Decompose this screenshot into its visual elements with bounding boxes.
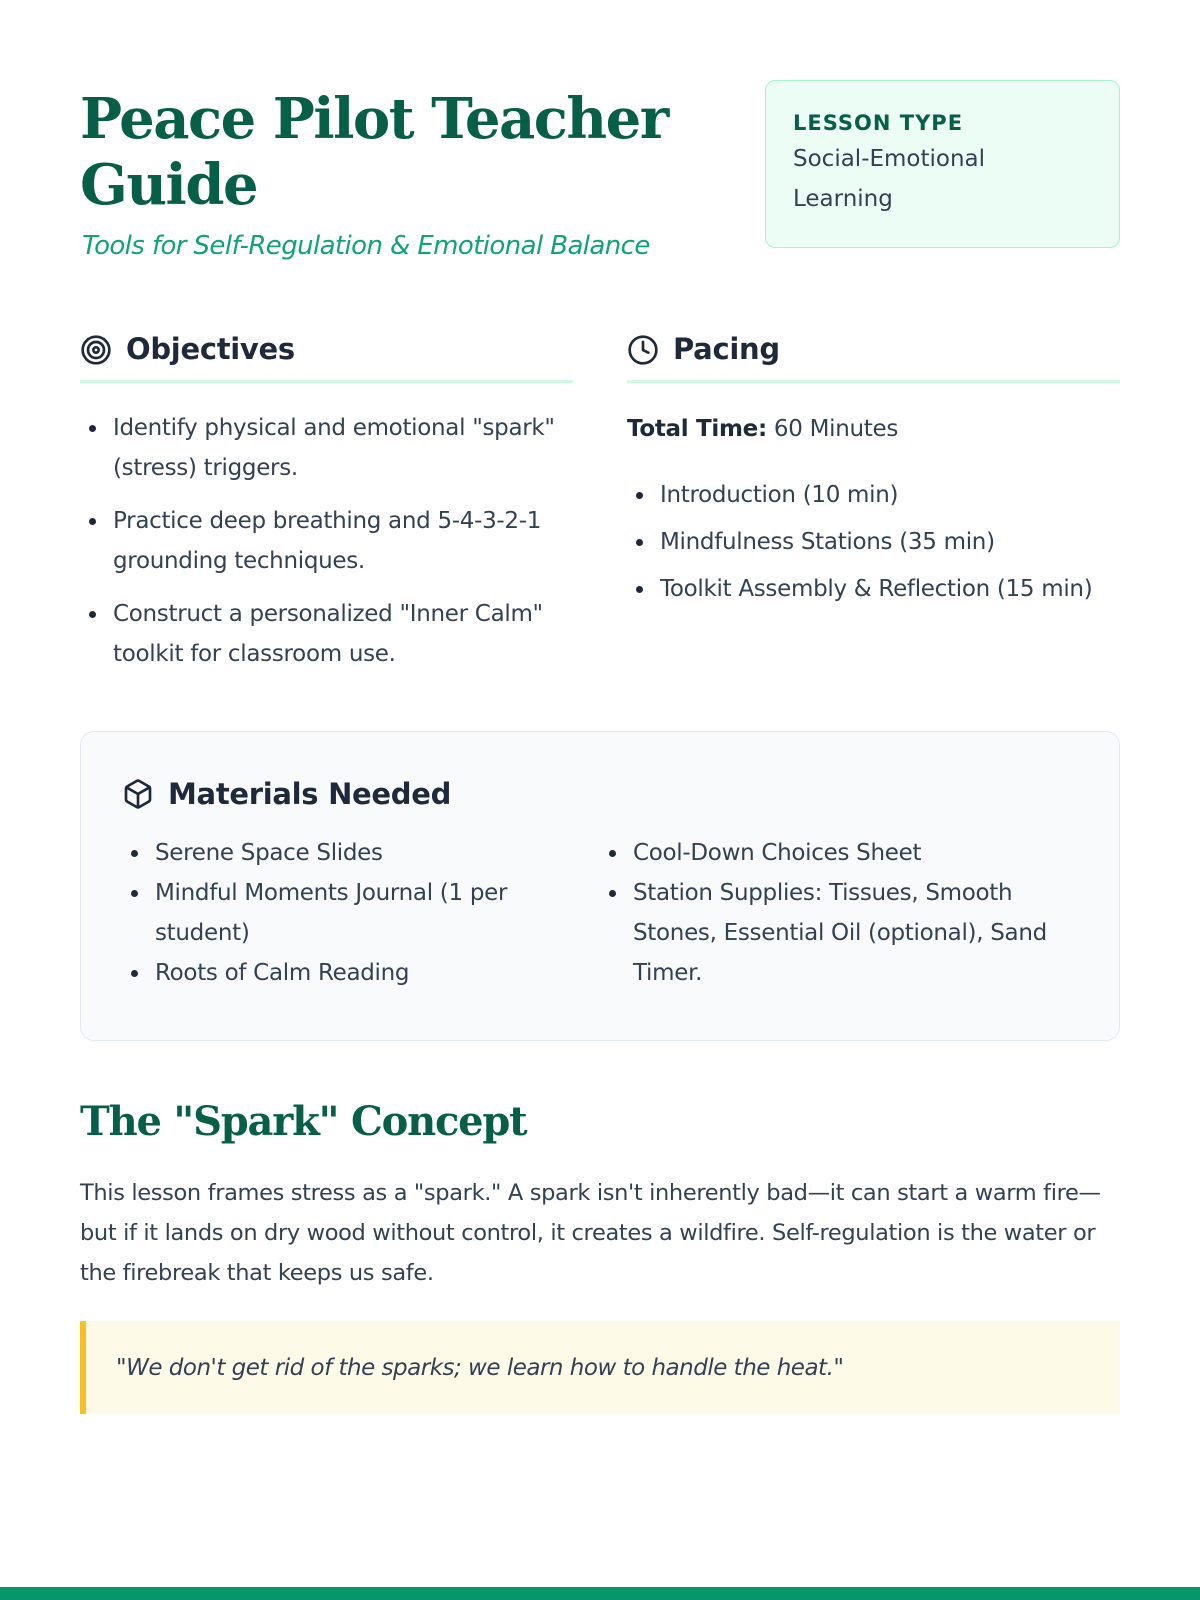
materials-title: Materials Needed: [168, 777, 452, 811]
objectives-section: [80, 330, 573, 687]
page-title: Peace Pilot Teacher Guide: [80, 86, 668, 218]
materials-card: [80, 731, 1120, 1041]
objective-item: Identify physical and emotional "spark" (stress) triggers.: [80, 408, 573, 488]
materials-columns: [122, 833, 1078, 993]
pacing-item: Introduction (10 min): [627, 475, 1120, 515]
pacing-list: [627, 475, 1120, 609]
pacing-item: Toolkit Assembly & Reflection (15 min): [627, 569, 1120, 609]
material-item: Mindful Moments Journal (1 per student): [122, 873, 600, 953]
footer-accent-bar: [0, 1587, 1200, 1600]
clock-icon: [627, 334, 659, 366]
materials-header: [122, 774, 1078, 814]
lesson-type-card: [765, 80, 1120, 248]
spark-concept-title: The "Spark" Concept: [80, 1098, 527, 1145]
pacing-title: Pacing: [673, 332, 780, 366]
objectives-list: [80, 408, 573, 674]
material-item: Cool-Down Choices Sheet: [600, 833, 1078, 873]
box-icon: [122, 778, 154, 810]
page-subtitle: Tools for Self-Regulation & Emotional Balance: [82, 231, 650, 261]
materials-list-right: [600, 833, 1078, 993]
pacing-header: [627, 330, 1120, 383]
material-item: Serene Space Slides: [122, 833, 600, 873]
spark-quote: [80, 1321, 1120, 1414]
lesson-type-label: LESSON TYPE: [793, 111, 964, 135]
objectives-header: [80, 330, 573, 383]
pacing-item: Mindfulness Stations (35 min): [627, 522, 1120, 562]
objectives-title: Objectives: [126, 332, 295, 366]
header: [80, 78, 1120, 278]
total-time-label: Total Time:: [627, 416, 767, 442]
target-icon: [80, 334, 112, 366]
material-item: Station Supplies: Tissues, Smooth Stones, Essential Oil (optional), Sand Timer.: [600, 873, 1078, 993]
spark-concept-body: This lesson frames stress as a "spark." A spark isn't inherently bad—it can start a warm fire—but if it lands on dry wood without control, it creates a wildfire. Self-regulation is the water or the firebreak that keeps us safe.: [80, 1180, 1101, 1286]
pacing-section: [627, 330, 1120, 616]
objective-item: Construct a personalized "Inner Calm" toolkit for classroom use.: [80, 594, 573, 674]
material-item: Roots of Calm Reading: [122, 953, 600, 993]
objective-item: Practice deep breathing and 5-4-3-2-1 grounding techniques.: [80, 501, 573, 581]
total-time: [627, 409, 1120, 449]
total-time-value: 60 Minutes: [773, 416, 899, 442]
quote-text: "We don't get rid of the sparks; we learn how to handle the heat.": [116, 1354, 844, 1381]
lesson-type-value: Social-Emotional Learning: [793, 146, 986, 212]
materials-list-left: [122, 833, 600, 993]
